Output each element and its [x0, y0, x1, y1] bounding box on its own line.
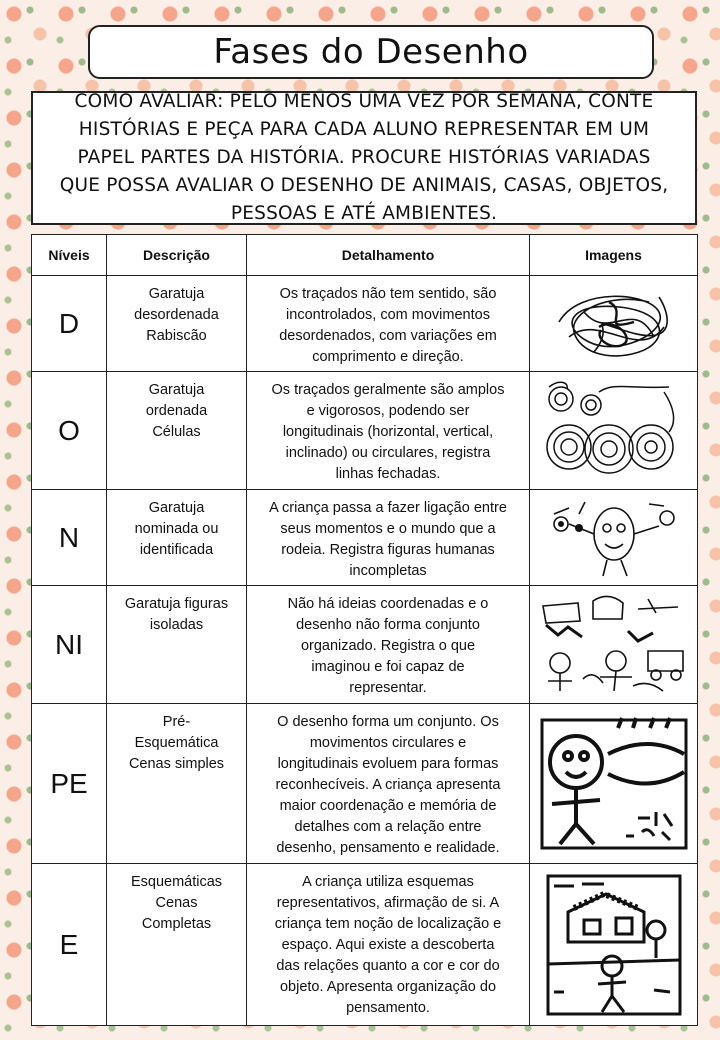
description-line: Garatuja	[148, 286, 205, 302]
level-cell: E	[32, 864, 107, 1026]
table-header-row	[32, 235, 698, 276]
detail-cell	[247, 276, 530, 372]
description-line: identificada	[139, 542, 214, 558]
detail-line: Os traçados geralmente são amplos	[271, 382, 505, 398]
circles-drawing	[539, 377, 689, 485]
level-cell: O	[32, 372, 107, 490]
detail-line: incompletas	[349, 563, 427, 579]
description-cell	[107, 490, 247, 586]
title-box	[88, 25, 654, 79]
detail-cell	[247, 490, 530, 586]
description-cell	[107, 372, 247, 490]
scribble-drawing	[539, 282, 689, 366]
detail-line: objeto. Apresenta organização do	[279, 979, 497, 995]
detail-line: organizado. Registra o que	[300, 638, 476, 654]
page-title: Fases do Desenho	[213, 32, 529, 72]
complete-scene-drawing	[544, 872, 684, 1018]
description-cell	[107, 864, 247, 1026]
detail-line: reconhecíveis. A criança apresenta	[275, 777, 501, 793]
description-line: Esquemática	[134, 735, 219, 751]
description-line: Garatuja	[148, 382, 205, 398]
image-cell	[530, 704, 698, 864]
intro-box	[31, 91, 697, 225]
detail-cell	[247, 704, 530, 864]
description-line: desordenada	[134, 307, 219, 323]
description-line: Cenas simples	[128, 756, 225, 772]
detail-line: longitudinais evoluem para formas	[277, 756, 499, 772]
header-imagens: Imagens	[530, 235, 698, 276]
detail-line: maior coordenação e memória de	[279, 798, 497, 814]
description-cell	[107, 704, 247, 864]
intro-text	[60, 88, 669, 228]
detail-line: A criança passa a fazer ligação entre	[269, 500, 507, 516]
isolated-figures-drawing	[538, 591, 690, 699]
intro-line: COMO AVALIAR: PELO MENOS UMA VEZ POR SEMANA, CONTE	[74, 91, 654, 112]
detail-line: detalhes com a relação entre	[294, 819, 482, 835]
image-cell	[530, 276, 698, 372]
detail-line: representar.	[349, 680, 427, 696]
detail-cell	[247, 864, 530, 1026]
header-detalhamento: Detalhamento	[247, 235, 530, 276]
intro-line: HISTÓRIAS E PEÇA PARA CADA ALUNO REPRESENTAR EM UM	[78, 119, 650, 140]
description-line: Garatuja figuras	[124, 596, 229, 612]
image-cell	[530, 372, 698, 490]
table-row	[32, 586, 698, 704]
detail-cell	[247, 372, 530, 490]
image-cell	[530, 490, 698, 586]
detail-line: incontrolados, com movimentos	[286, 307, 490, 323]
description-line: ordenada	[145, 403, 208, 419]
description-cell	[107, 276, 247, 372]
description-line: Garatuja	[148, 500, 205, 516]
table-row	[32, 276, 698, 372]
detail-line: linhas fechadas.	[335, 466, 441, 482]
detail-line: rodeia. Registra figuras humanas	[281, 542, 495, 558]
detail-line: A criança utiliza esquemas	[302, 874, 474, 890]
detail-line: movimentos circulares e	[309, 735, 467, 751]
detail-line: inclinado) ou circulares, registra	[285, 445, 491, 461]
detail-line: e vigorosos, podendo ser	[306, 403, 470, 419]
detail-line: desenho, pensamento e realidade.	[276, 840, 500, 856]
detail-cell	[247, 586, 530, 704]
description-line: nominada ou	[134, 521, 219, 537]
detail-line: criança tem noção de localização e	[274, 916, 502, 932]
table-row	[32, 490, 698, 586]
simple-scene-drawing	[538, 714, 690, 854]
header-niveis: Níveis	[32, 235, 107, 276]
detail-line: Não há ideias coordenadas e o	[287, 596, 489, 612]
detail-line: pensamento.	[346, 1000, 430, 1016]
level-cell: NI	[32, 586, 107, 704]
table-row	[32, 704, 698, 864]
description-line: Células	[152, 424, 201, 440]
detail-line: seus momentos e o mundo que a	[280, 521, 496, 537]
detail-line: das relações quanto a cor e cor do	[276, 958, 500, 974]
description-line: Cenas	[155, 895, 198, 911]
detail-line: imaginou e foi capaz de	[311, 659, 465, 675]
table-row	[32, 372, 698, 490]
intro-line: QUE POSSA AVALIAR O DESENHO DE ANIMAIS, CASAS, OBJETOS,	[59, 175, 669, 196]
detail-line: longitudinais (horizontal, vertical,	[282, 424, 494, 440]
description-line: Esquemáticas	[130, 874, 223, 890]
description-line: Pré-	[162, 714, 191, 730]
level-cell: N	[32, 490, 107, 586]
detail-line: Os traçados não tem sentido, são	[279, 286, 497, 302]
description-line: Completas	[141, 916, 212, 932]
description-cell	[107, 586, 247, 704]
header-descricao: Descrição	[107, 235, 247, 276]
description-line: Rabiscão	[146, 328, 207, 344]
phases-table	[31, 234, 698, 1026]
image-cell	[530, 864, 698, 1026]
detail-line: comprimento e direção.	[312, 349, 464, 365]
detail-line: desenho não forma conjunto	[296, 617, 480, 633]
table-row	[32, 864, 698, 1026]
image-cell	[530, 586, 698, 704]
intro-line: PESSOAS E ATÉ AMBIENTES.	[230, 203, 498, 224]
detail-line: desordenados, com variações em	[279, 328, 497, 344]
detail-line: representativos, afirmação de si. A	[276, 895, 500, 911]
figures-drawing	[539, 494, 689, 582]
level-cell: D	[32, 276, 107, 372]
level-cell: PE	[32, 704, 107, 864]
detail-line: espaço. Aqui existe a descoberta	[281, 937, 495, 953]
intro-line: PAPEL PARTES DA HISTÓRIA. PROCURE HISTÓRIAS VARIADAS	[77, 147, 651, 168]
detail-line: O desenho forma um conjunto. Os	[277, 714, 499, 730]
description-line: isoladas	[149, 617, 204, 633]
